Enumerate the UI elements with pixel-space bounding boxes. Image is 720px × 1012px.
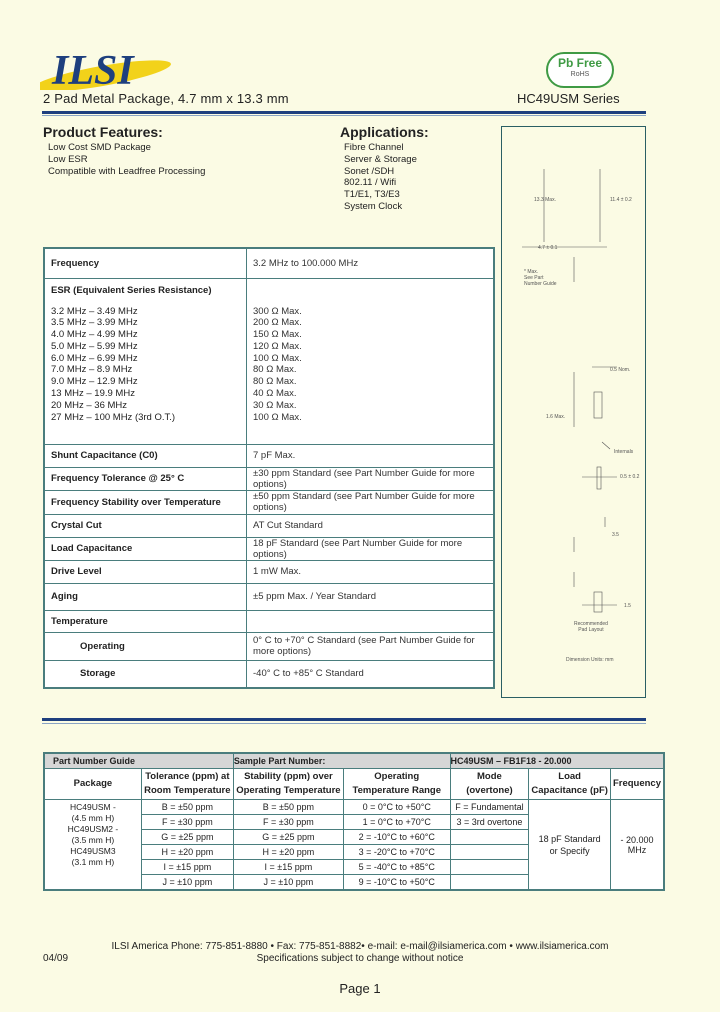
spec-label: Frequency Tolerance @ 25° C (44, 467, 247, 490)
guide-column-headers (44, 769, 664, 800)
sample-label: Sample Part Number: (233, 753, 450, 769)
spec-label: Load Capacitance (44, 537, 247, 560)
spec-table (43, 247, 495, 689)
dim-thickness-label: 1.6 Max. (546, 414, 566, 420)
tolerance-option: F = ±30 ppm (141, 815, 233, 830)
section-rule-thin (42, 723, 646, 724)
dim-1-5-label: 1.5 (624, 603, 631, 609)
esr-range: 6.0 MHz – 6.99 MHz (51, 352, 138, 364)
units-note: Dimension Units: mm (566, 657, 614, 663)
stability-option: I = ±15 ppm (233, 860, 343, 875)
spec-row (44, 514, 494, 537)
spec-row (44, 632, 494, 660)
spec-row-esr (44, 278, 494, 444)
temp-option: 5 = -40°C to +85°C (343, 860, 450, 875)
col-header: Mode (overtone) (450, 769, 529, 800)
header-rule (42, 111, 646, 114)
col-header: Stability (ppm) over Operating Temperature (233, 769, 343, 800)
esr-range: 20 MHz – 36 MHz (51, 399, 128, 411)
package-outline-drawing (502, 127, 644, 695)
spec-row (44, 560, 494, 583)
esr-range: 5.0 MHz – 5.99 MHz (51, 340, 138, 352)
esr-value: 120 Ω Max. (253, 340, 302, 352)
header-rule-thin (42, 115, 646, 116)
application-item: T1/E1, T3/E3 (344, 189, 400, 201)
stability-option: J = ±10 ppm (233, 875, 343, 891)
guide-row (44, 800, 664, 815)
features-title: Product Features: (43, 124, 163, 140)
esr-range: 3.5 MHz – 3.99 MHz (51, 317, 138, 329)
spec-value: AT Cut Standard (247, 514, 495, 537)
stability-option: B = ±50 ppm (233, 800, 343, 815)
spec-value: 18 pF Standard (see Part Number Guide for more options) (247, 537, 495, 560)
spec-row (44, 444, 494, 467)
application-item: Sonet /SDH (344, 165, 395, 177)
dim-pad-label: 0.5 ± 0.2 (620, 474, 640, 480)
esr-value-cell (247, 278, 495, 444)
dim-pad-length-label: 11.4 ± 0.2 (610, 197, 632, 203)
col-header: Load Capacitance (pF) (529, 769, 611, 800)
col-header: Operating Temperature Range (343, 769, 450, 800)
spec-row (44, 248, 494, 278)
spec-label: Storage (44, 660, 247, 688)
tolerance-option: J = ±10 ppm (141, 875, 233, 891)
tolerance-option: I = ±15 ppm (141, 860, 233, 875)
spec-label: Temperature (44, 610, 247, 632)
spec-value: 0° C to +70° C Standard (see Part Number Guide for more options) (247, 632, 495, 660)
guide-header (44, 753, 664, 769)
esr-value: 300 Ω Max. (253, 305, 302, 317)
esr-range: 7.0 MHz – 8.9 MHz (51, 364, 133, 376)
spec-row (44, 537, 494, 560)
esr-value-list (253, 306, 487, 424)
load-option: 18 pF Standard or Specify (529, 800, 611, 891)
spec-row (44, 490, 494, 514)
esr-range: 27 MHz – 100 MHz (3rd O.T.) (51, 411, 176, 423)
application-item: System Clock (344, 200, 403, 212)
application-item: Server & Storage (344, 153, 417, 165)
esr-range: 13 MHz – 19.9 MHz (51, 388, 135, 400)
application-item: 802.11 / Wifi (344, 177, 397, 189)
esr-label: ESR (Equivalent Series Resistance) (51, 284, 212, 296)
tolerance-option: G = ±25 ppm (141, 830, 233, 845)
spec-value: ±30 ppm Standard (see Part Number Guide for more options) (247, 467, 495, 490)
spec-label: Crystal Cut (44, 514, 247, 537)
mode-option: 3 = 3rd overtone (450, 815, 529, 830)
stability-option: F = ±30 ppm (233, 815, 343, 830)
dim-3-5-label: 3.5 (612, 532, 619, 538)
temp-option: 3 = -20°C to +70°C (343, 845, 450, 860)
spec-row (44, 610, 494, 632)
ilsi-logo (40, 48, 190, 90)
svg-text:ILSI: ILSI (52, 48, 134, 90)
spec-row (44, 467, 494, 490)
spec-label: Frequency Stability over Temperature (44, 490, 247, 514)
esr-range-list (51, 306, 240, 424)
feature-item: Low ESR (48, 153, 88, 165)
esr-value: 80 Ω Max. (253, 364, 297, 376)
spec-row (44, 583, 494, 610)
temp-option: 9 = -10°C to +50°C (343, 875, 450, 891)
col-header: Frequency (610, 769, 664, 800)
esr-value: 200 Ω Max. (253, 317, 302, 329)
sample-part-number: HC49USM – FB1F18 - 20.000 (450, 753, 664, 769)
package-subtitle: 2 Pad Metal Package, 4.7 mm x 13.3 mm (43, 91, 289, 106)
application-item: Fibre Channel (344, 142, 404, 153)
pb-free-label: Pb Free (557, 56, 602, 70)
rohs-label: RoHS (570, 71, 590, 78)
spec-label: Frequency (44, 248, 247, 278)
stability-option: H = ±20 ppm (233, 845, 343, 860)
pb-free-badge (546, 52, 614, 88)
marking-note: * Max. See Part Number Guide (524, 269, 557, 287)
feature-item: Low Cost SMD Package (48, 142, 151, 153)
notice-line: Specifications subject to change without notice (256, 953, 464, 964)
dim-side-label: 0.5 Nom. (610, 367, 631, 373)
esr-range: 4.0 MHz – 4.99 MHz (51, 329, 138, 341)
dim-width-label: 4.7 ± 0.1 (538, 245, 558, 251)
temp-option: 2 = -10°C to +60°C (343, 830, 450, 845)
col-header: Package (44, 769, 141, 800)
spec-label: Operating (44, 632, 247, 660)
esr-cell (44, 278, 247, 444)
spec-value: -40° C to +85° C Standard (247, 660, 495, 688)
dim-length-label: 13.3 Max. (534, 197, 556, 203)
spec-label: Shunt Capacitance (C0) (44, 444, 247, 467)
internals-label: Internals (614, 449, 634, 455)
spec-value: ±50 ppm Standard (see Part Number Guide for more options) (247, 490, 495, 514)
esr-value: 100 Ω Max. (253, 352, 302, 364)
guide-title: Part Number Guide (44, 753, 233, 769)
esr-value: 150 Ω Max. (253, 329, 302, 341)
esr-value: 40 Ω Max. (253, 388, 297, 400)
tolerance-option: H = ±20 ppm (141, 845, 233, 860)
revision-date: 04/09 (43, 953, 69, 964)
applications-title: Applications: (340, 124, 429, 140)
features-list (48, 142, 205, 177)
feature-item: Compatible with Leadfree Processing (48, 165, 206, 177)
esr-value: 30 Ω Max. (253, 399, 297, 411)
page-number: Page 1 (339, 981, 381, 996)
series-title: HC49USM Series (517, 91, 620, 106)
pad-layout-label: Recommended Pad Layout (574, 621, 608, 633)
tolerance-option: B = ±50 ppm (141, 800, 233, 815)
stability-option: G = ±25 ppm (233, 830, 343, 845)
esr-range: 3.2 MHz – 3.49 MHz (51, 305, 138, 317)
spec-label: Drive Level (44, 560, 247, 583)
contact-line: ILSI America Phone: 775-851-8880 • Fax: 775-851-8882• e-mail: e-mail@ilsiamerica.com • www.ilsiamerica.com (111, 941, 609, 952)
dimension-drawing (501, 126, 646, 698)
spec-value: 7 pF Max. (247, 444, 495, 467)
spec-value: 3.2 MHz to 100.000 MHz (247, 248, 495, 278)
spec-value: 1 mW Max. (247, 560, 495, 583)
applications-list (344, 142, 417, 213)
mode-option: F = Fundamental (450, 800, 529, 815)
spec-label: Aging (44, 583, 247, 610)
esr-value: 80 Ω Max. (253, 376, 297, 388)
temp-option: 0 = 0°C to +50°C (343, 800, 450, 815)
spec-value: ±5 ppm Max. / Year Standard (247, 583, 495, 610)
package-options: HC49USM - (4.5 mm H) HC49USM2 - (3.5 mm H) HC49USM3 (3.1 mm H) (44, 800, 141, 891)
section-rule (42, 718, 646, 721)
esr-range: 9.0 MHz – 12.9 MHz (51, 376, 138, 388)
col-header: Tolerance (ppm) at Room Temperature (141, 769, 233, 800)
temp-option: 1 = 0°C to +70°C (343, 815, 450, 830)
frequency-option: - 20.000 MHz (610, 800, 664, 891)
spec-row (44, 660, 494, 688)
part-number-guide (43, 752, 665, 891)
esr-value: 100 Ω Max. (253, 411, 302, 423)
